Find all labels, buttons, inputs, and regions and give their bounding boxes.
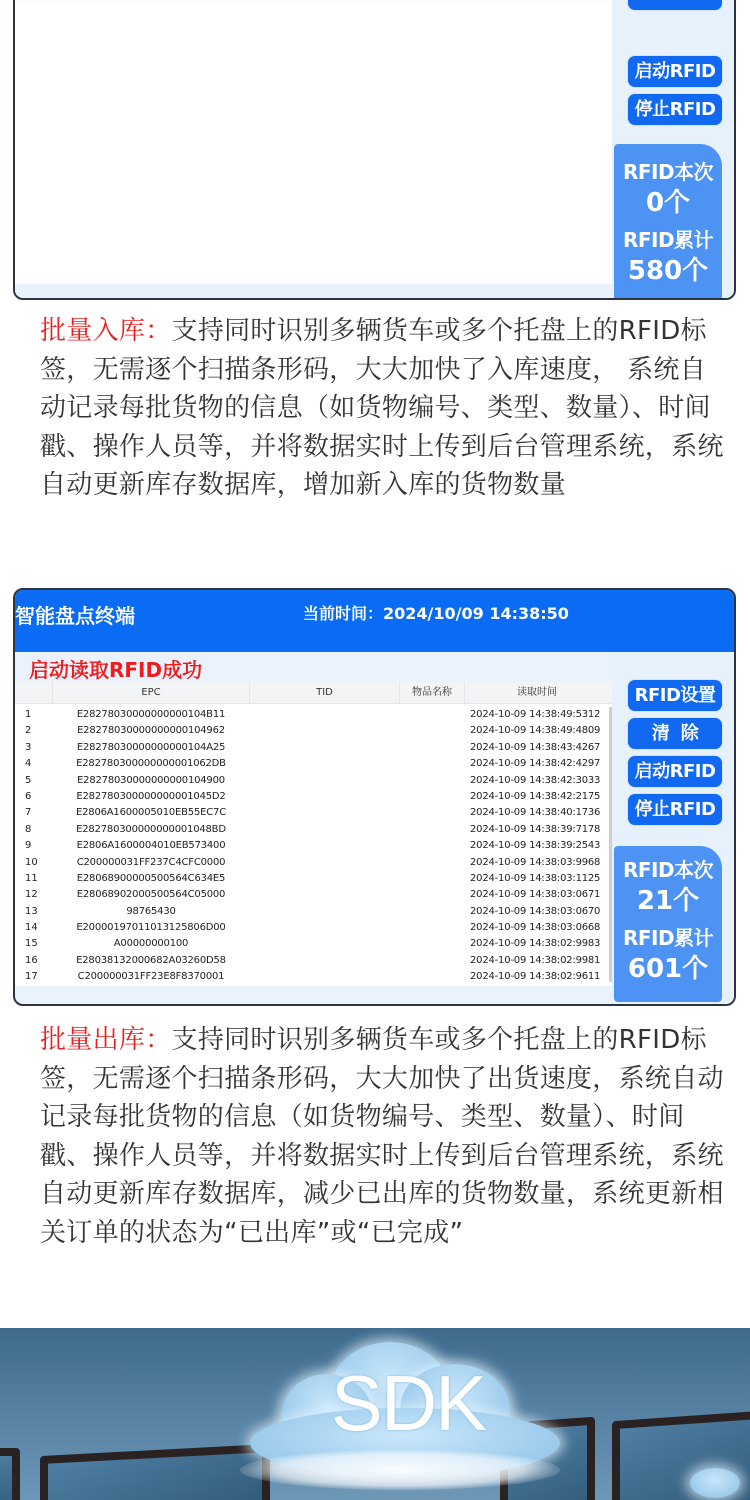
table-row[interactable]	[15, 756, 614, 772]
current-time-value: 2024/10/09 14:38:50	[383, 604, 569, 623]
row-index: 15	[25, 938, 38, 950]
row-epc: C200000031FF23E8F8370001	[77, 971, 225, 983]
row-read-time: 2024-10-09 14:38:43:4267	[470, 741, 601, 753]
row-index: 1	[25, 709, 32, 720]
rfid-counter-panel	[614, 846, 722, 1002]
row-epc: E28278030000000000104A25	[76, 741, 226, 753]
row-epc: E282780300000000001048BD	[76, 823, 226, 835]
current-time	[303, 601, 569, 624]
row-read-time: 2024-10-09 14:38:39:2543	[470, 840, 601, 852]
col-index[interactable]	[15, 682, 53, 704]
terminal-header	[15, 590, 734, 652]
current-count-value: 0个	[645, 188, 691, 218]
total-count-label: RFID累计	[622, 926, 714, 950]
table-row[interactable]	[15, 740, 614, 756]
table-row[interactable]	[15, 773, 614, 789]
row-index: 14	[25, 922, 38, 934]
row-read-time: 2024-10-09 14:38:42:4297	[470, 758, 601, 770]
sdk-label: SDK	[330, 1359, 486, 1447]
table-row[interactable]	[15, 707, 614, 723]
row-read-time: 2024-10-09 14:38:03:0671	[470, 889, 601, 901]
table-area-bottom	[15, 284, 615, 298]
row-epc: E2806A1600004010EB573400	[76, 840, 226, 852]
table-header	[15, 682, 614, 704]
row-epc: E28068902000500564C05000	[76, 889, 226, 901]
row-read-time: 2024-10-09 14:38:02:9611	[470, 971, 601, 983]
stop-rfid-button[interactable]: 停止RFID	[628, 794, 722, 825]
row-index: 5	[25, 774, 32, 786]
table-body	[15, 707, 614, 986]
current-count-label: RFID本次	[622, 160, 714, 184]
row-read-time: 2024-10-09 14:38:39:7178	[470, 823, 601, 835]
terminal-title: 智能盘点终端	[15, 604, 135, 628]
row-epc: E2806A1600005010EB55EC7C	[76, 807, 226, 819]
total-count-value: 601个	[627, 954, 709, 984]
outbound-heading: 批量出库：	[40, 1025, 172, 1055]
table-row[interactable]	[15, 871, 614, 887]
row-read-time: 2024-10-09 14:38:49:4809	[470, 725, 601, 737]
small-cloud-icon	[690, 1468, 740, 1498]
row-epc: E28278030000000000104962	[77, 725, 225, 737]
clear-button[interactable]: 清 除	[628, 718, 722, 749]
rfid-settings-button[interactable]: RFID设置	[628, 680, 722, 711]
table-row[interactable]	[15, 887, 614, 903]
row-epc: E282780300000000001045D2	[76, 790, 226, 802]
monitor-illustration	[40, 1444, 270, 1500]
rfid-tag-table	[15, 682, 614, 986]
table-row[interactable]	[15, 920, 614, 936]
outbound-body: 支持同时识别多辆货车或多个托盘上的RFID标签，无需逐个扫描条形码，大大加快了出货速度，系统自动记录每批货物的信息（如货物编号、类型、数量）、时间戳、操作人员等，并将数据实时上传到后台管理系统，系统自动更新库存数据库，减少已出库的货物数量，系统更新相关订单的状态为“已出库”或“已完成”	[40, 1025, 724, 1248]
row-index: 3	[25, 741, 32, 753]
clear-button-partial[interactable]	[628, 0, 722, 10]
row-read-time: 2024-10-09 14:38:49:5312	[470, 709, 601, 720]
row-read-time: 2024-10-09 14:38:40:1736	[470, 807, 601, 819]
row-index: 16	[25, 954, 38, 966]
table-row[interactable]	[15, 904, 614, 920]
table-row[interactable]	[15, 822, 614, 838]
row-index: 11	[25, 872, 38, 884]
table-area-top	[15, 0, 615, 8]
row-index: 2	[25, 725, 32, 737]
row-index: 7	[25, 807, 32, 819]
row-epc: E20000197011013125806D00	[76, 922, 226, 934]
monitor-illustration	[0, 1448, 20, 1500]
row-index: 8	[25, 823, 32, 835]
row-index: 13	[25, 905, 38, 917]
row-read-time: 2024-10-09 14:38:42:3033	[470, 774, 601, 786]
row-read-time: 2024-10-09 14:38:03:1125	[470, 872, 601, 884]
table-row[interactable]	[15, 723, 614, 739]
row-epc: C200000031FF237C4CFC0000	[76, 856, 226, 868]
row-epc: E28278030000000000104B11	[76, 709, 226, 720]
control-sidebar	[612, 0, 734, 298]
start-rfid-button[interactable]: 启动RFID	[628, 56, 722, 87]
stop-rfid-button[interactable]: 停止RFID	[628, 94, 722, 125]
table-row[interactable]	[15, 855, 614, 871]
row-index: 12	[25, 889, 38, 901]
outbound-description	[40, 1021, 730, 1252]
row-epc: E28278030000000000104900	[77, 774, 225, 786]
row-index: 6	[25, 790, 32, 802]
row-epc: E28068900000500564C634E5	[76, 872, 226, 884]
row-index: 9	[25, 840, 32, 852]
row-read-time: 2024-10-09 14:38:02:9983	[470, 938, 601, 950]
start-rfid-button[interactable]: 启动RFID	[628, 756, 722, 787]
row-index: 17	[25, 971, 38, 983]
row-epc: 98765430	[126, 905, 176, 917]
table-row[interactable]	[15, 805, 614, 821]
col-epc[interactable]: EPC	[53, 682, 250, 704]
table-row[interactable]	[15, 789, 614, 805]
row-epc: E28038132000682A03260D58	[76, 954, 226, 966]
inbound-description	[40, 312, 730, 505]
current-count-label: RFID本次	[622, 858, 714, 882]
row-read-time: 2024-10-09 14:38:02:9981	[470, 954, 601, 966]
row-read-time: 2024-10-09 14:38:03:9968	[470, 856, 601, 868]
row-read-time: 2024-10-09 14:38:42:2175	[470, 790, 601, 802]
control-sidebar	[612, 652, 734, 1006]
row-epc: A00000000100	[113, 938, 189, 950]
table-row[interactable]	[15, 969, 614, 985]
col-read-time[interactable]: 读取时间	[517, 687, 557, 698]
inbound-heading: 批量入库：	[40, 316, 172, 346]
row-epc: E282780300000000001062DB	[76, 758, 226, 770]
current-count-value: 21个	[636, 886, 700, 916]
status-message: 启动读取RFID成功	[29, 658, 203, 682]
table-row[interactable]	[15, 936, 614, 952]
total-count-value: 580个	[627, 256, 709, 286]
row-index: 4	[25, 758, 32, 770]
inbound-body: 支持同时识别多辆货车或多个托盘上的RFID标签，无需逐个扫描条形码，大大加快了入库速度， 系统自动记录每批货物的信息（如货物编号、类型、数量）、时间戳、操作人员等，并将数据实时上传到后台管理系统，系统自动更新库存数据库，增加新入库的货物数量	[40, 316, 724, 500]
col-item-name[interactable]: 物品名称	[400, 682, 465, 704]
rfid-terminal-screenshot-top	[13, 0, 736, 300]
row-read-time: 2024-10-09 14:38:03:0668	[470, 922, 601, 934]
rfid-terminal-screenshot	[13, 588, 736, 1006]
rfid-counter-panel	[614, 144, 722, 300]
table-row[interactable]	[15, 953, 614, 969]
row-index: 10	[25, 856, 38, 868]
current-time-label: 当前时间：	[303, 604, 384, 623]
row-read-time: 2024-10-09 14:38:03:0670	[470, 905, 601, 917]
table-row[interactable]	[15, 838, 614, 854]
col-tid[interactable]: TID	[250, 682, 400, 704]
cloud-fog	[240, 1450, 560, 1490]
total-count-label: RFID累计	[622, 228, 714, 252]
